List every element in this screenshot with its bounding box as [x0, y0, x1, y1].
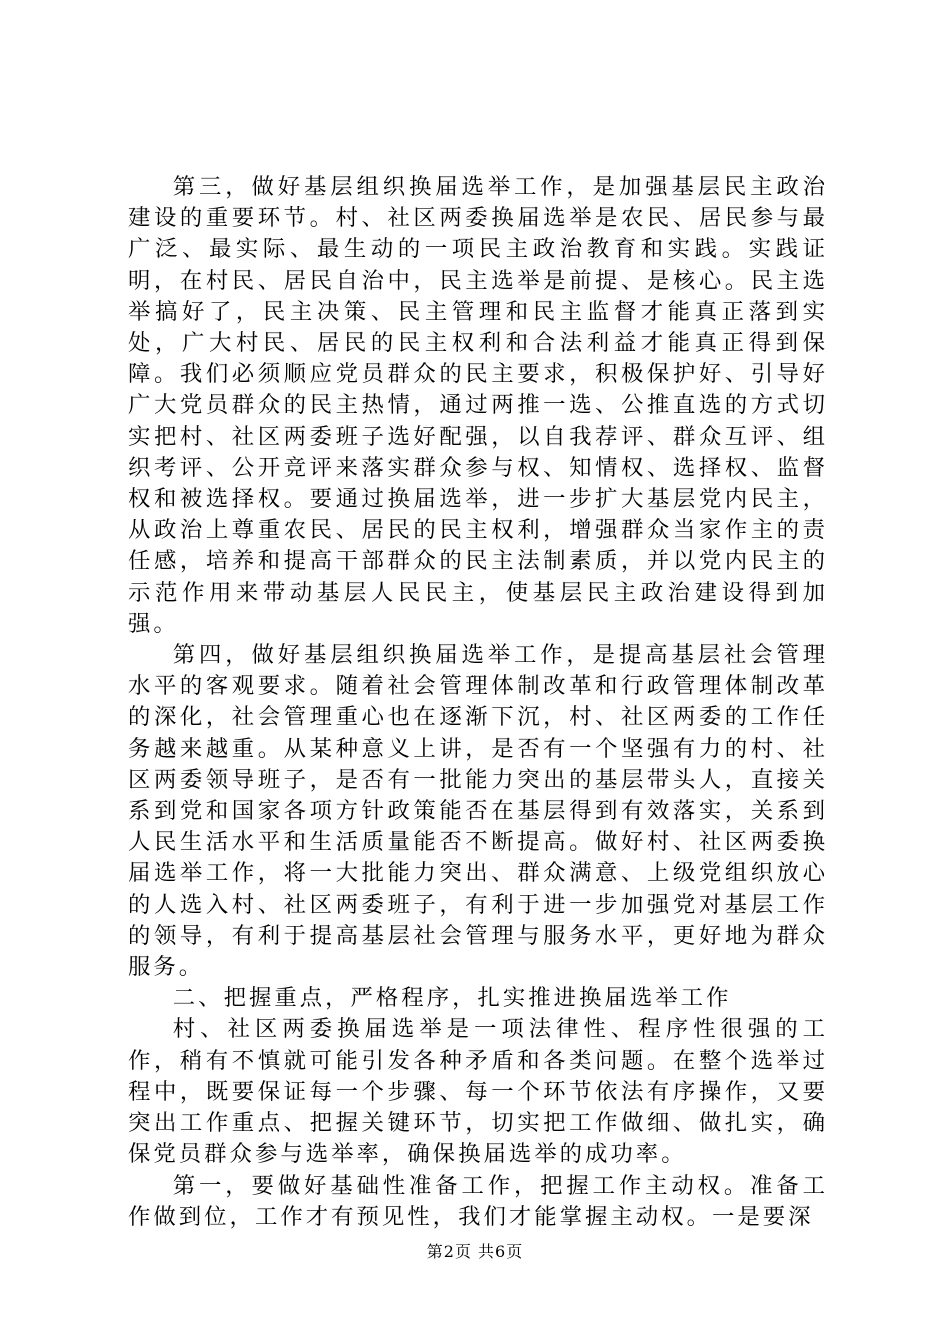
section-heading: 二、把握重点，严格程序，扎实推进换届选举工作: [172, 985, 732, 1012]
paragraph-fourth: 第四，做好基层组织换届选举工作，是提高基层社会管理水平的客观要求。随着社会管理体制改革和行政管理体制改革的深化，社会管理重心也在逐渐下沉，村、社区两委的工作任务越来越重。从某种意义上讲，是否有一个坚强有力的村、社区两委领导班子，是否有一批能力突出的基层带头人，直接关系到党和国家各项方针政策能否在基层得到有效落实，关系到人民生活水平和生活质量能否不断提高。做好村、社区两委换届选举工作，将一大批能力突出、群众满意、上级党组织放心的人选入村、社区两委班子，有利于进一步加强党对基层工作的领导，有利于提高基层社会管理与服务水平，更好地为群众服务。: [128, 642, 828, 981]
document-body: [128, 172, 828, 1233]
paragraph-first: 第一，要做好基础性准备工作，把握工作主动权。准备工作做到位，工作才有预见性，我们才能掌握主动权。一是要深: [128, 1172, 828, 1230]
paragraph-third: 第三，做好基层组织换届选举工作，是加强基层民主政治建设的重要环节。村、社区两委换届选举是农民、居民参与最广泛、最实际、最生动的一项民主政治教育和实践。实践证明，在村民、居民自治中，民主选举是前提、是核心。民主选举搞好了，民主决策、民主管理和民主监督才能真正落到实处，广大村民、居民的民主权利和合法利益才能真正得到保障。我们必须顺应党员群众的民主要求，积极保护好、引导好广大党员群众的民主热情，通过两推一选、公推直选的方式切实把村、社区两委班子选好配强，以自我荐评、群众互评、组织考评、公开竞评来落实群众参与权、知情权、选择权、监督权和被选择权。要通过换届选举，进一步扩大基层党内民主，从政治上尊重农民、居民的民主权利，增强群众当家作主的责任感，培养和提高干部群众的民主法制素质，并以党内民主的示范作用来带动基层人民民主，使基层民主政治建设得到加强。: [128, 174, 828, 637]
page-number-footer: 第2页 共6页: [426, 1242, 524, 1261]
paragraph-election-intro: 村、社区两委换届选举是一项法律性、程序性很强的工作，稍有不慎就可能引发各种矛盾和各类问题。在整个选举过程中，既要保证每一个步骤、每一个环节依法有序操作，又要突出工作重点、把握关键环节，切实把工作做细、做扎实，确保党员群众参与选举率，确保换届选举的成功率。: [128, 1016, 828, 1168]
